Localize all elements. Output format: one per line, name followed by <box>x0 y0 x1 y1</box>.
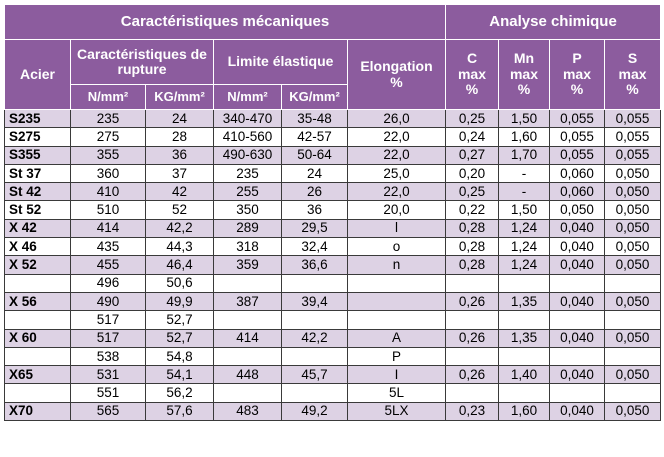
header-mn: Mn max % <box>499 40 550 110</box>
cell-s <box>605 384 661 402</box>
cell-mn: 1,60 <box>499 128 550 146</box>
cell-s: 0,050 <box>605 183 661 201</box>
cell-rupture-nmm2: 531 <box>71 366 146 384</box>
cell-steel: X 56 <box>5 292 71 310</box>
cell-elongation: A <box>348 329 446 347</box>
cell-c: 0,26 <box>446 329 499 347</box>
cell-steel <box>5 274 71 292</box>
cell-elastic-kgmm2: 24 <box>282 164 348 182</box>
cell-elastic-nmm2: 483 <box>214 402 282 420</box>
cell-elastic-kgmm2: 39,4 <box>282 292 348 310</box>
cell-rupture-kgmm2: 24 <box>146 110 214 128</box>
cell-steel: St 42 <box>5 183 71 201</box>
table-row <box>5 347 661 365</box>
cell-elongation: P <box>348 347 446 365</box>
cell-rupture-kgmm2: 50,6 <box>146 274 214 292</box>
cell-rupture-nmm2: 355 <box>71 146 146 164</box>
cell-elongation: l <box>348 219 446 237</box>
cell-elongation: I <box>348 366 446 384</box>
table-row <box>5 201 661 219</box>
cell-c: 0,27 <box>446 146 499 164</box>
cell-rupture-kgmm2: 49,9 <box>146 292 214 310</box>
cell-elastic-nmm2: 255 <box>214 183 282 201</box>
cell-steel: X 42 <box>5 219 71 237</box>
cell-c: 0,24 <box>446 128 499 146</box>
cell-elongation: 5L <box>348 384 446 402</box>
cell-steel: X 52 <box>5 256 71 274</box>
header-rupture-nmm2: N/mm² <box>71 85 146 110</box>
cell-s <box>605 274 661 292</box>
cell-mn <box>499 384 550 402</box>
cell-steel <box>5 347 71 365</box>
cell-elongation: 25,0 <box>348 164 446 182</box>
cell-p: 0,055 <box>550 128 605 146</box>
cell-mn <box>499 311 550 329</box>
cell-c: 0,28 <box>446 238 499 256</box>
cell-p: 0,055 <box>550 110 605 128</box>
cell-rupture-kgmm2: 37 <box>146 164 214 182</box>
cell-rupture-nmm2: 360 <box>71 164 146 182</box>
cell-c: 0,22 <box>446 201 499 219</box>
cell-p: 0,040 <box>550 238 605 256</box>
header-rupture: Caractéristiques de rupture <box>71 40 214 85</box>
cell-p: 0,040 <box>550 329 605 347</box>
cell-steel: X65 <box>5 366 71 384</box>
cell-c <box>446 311 499 329</box>
cell-s <box>605 347 661 365</box>
cell-s: 0,050 <box>605 402 661 420</box>
cell-c: 0,28 <box>446 256 499 274</box>
cell-p: 0,060 <box>550 164 605 182</box>
table-row <box>5 110 661 128</box>
cell-elongation: n <box>348 256 446 274</box>
cell-p: 0,040 <box>550 256 605 274</box>
cell-mn: 1,50 <box>499 201 550 219</box>
cell-elastic-nmm2: 350 <box>214 201 282 219</box>
cell-s <box>605 311 661 329</box>
cell-elastic-nmm2: 490-630 <box>214 146 282 164</box>
cell-mn: 1,24 <box>499 256 550 274</box>
cell-c: 0,23 <box>446 402 499 420</box>
cell-rupture-nmm2: 517 <box>71 329 146 347</box>
cell-p: 0,040 <box>550 219 605 237</box>
cell-c <box>446 347 499 365</box>
cell-c: 0,25 <box>446 183 499 201</box>
cell-c: 0,26 <box>446 366 499 384</box>
table-row <box>5 238 661 256</box>
cell-elongation: 5LX <box>348 402 446 420</box>
cell-elongation: o <box>348 238 446 256</box>
cell-rupture-nmm2: 551 <box>71 384 146 402</box>
cell-rupture-nmm2: 435 <box>71 238 146 256</box>
cell-steel: S355 <box>5 146 71 164</box>
cell-rupture-kgmm2: 52,7 <box>146 311 214 329</box>
cell-rupture-kgmm2: 46,4 <box>146 256 214 274</box>
cell-p: 0,050 <box>550 201 605 219</box>
cell-steel: X 60 <box>5 329 71 347</box>
cell-mn <box>499 347 550 365</box>
cell-steel: X70 <box>5 402 71 420</box>
cell-p: 0,040 <box>550 292 605 310</box>
table-row <box>5 128 661 146</box>
cell-rupture-nmm2: 410 <box>71 183 146 201</box>
cell-elastic-nmm2 <box>214 384 282 402</box>
cell-s: 0,055 <box>605 110 661 128</box>
cell-rupture-nmm2: 517 <box>71 311 146 329</box>
steel-properties-table-container <box>4 4 661 421</box>
cell-rupture-nmm2: 275 <box>71 128 146 146</box>
cell-rupture-nmm2: 496 <box>71 274 146 292</box>
cell-steel: St 52 <box>5 201 71 219</box>
cell-c: 0,25 <box>446 110 499 128</box>
cell-elastic-nmm2: 340-470 <box>214 110 282 128</box>
cell-p <box>550 384 605 402</box>
cell-s: 0,055 <box>605 128 661 146</box>
cell-rupture-nmm2: 538 <box>71 347 146 365</box>
cell-steel <box>5 384 71 402</box>
cell-mn: 1,35 <box>499 292 550 310</box>
cell-mn: 1,40 <box>499 366 550 384</box>
cell-elastic-kgmm2: 36,6 <box>282 256 348 274</box>
cell-s: 0,050 <box>605 238 661 256</box>
cell-elastic-kgmm2 <box>282 347 348 365</box>
cell-elastic-nmm2 <box>214 311 282 329</box>
table-row <box>5 256 661 274</box>
cell-rupture-nmm2: 414 <box>71 219 146 237</box>
cell-s: 0,050 <box>605 256 661 274</box>
cell-s: 0,055 <box>605 146 661 164</box>
cell-s: 0,050 <box>605 292 661 310</box>
cell-elongation <box>348 292 446 310</box>
cell-c: 0,28 <box>446 219 499 237</box>
cell-rupture-nmm2: 235 <box>71 110 146 128</box>
cell-rupture-kgmm2: 54,1 <box>146 366 214 384</box>
cell-steel: S275 <box>5 128 71 146</box>
cell-s: 0,050 <box>605 329 661 347</box>
cell-p: 0,040 <box>550 366 605 384</box>
cell-elastic-nmm2: 414 <box>214 329 282 347</box>
header-elastic-kgmm2: KG/mm² <box>282 85 348 110</box>
table-row <box>5 164 661 182</box>
table-row <box>5 402 661 420</box>
header-elastic-nmm2: N/mm² <box>214 85 282 110</box>
cell-elastic-kgmm2: 45,7 <box>282 366 348 384</box>
cell-elongation: 22,0 <box>348 146 446 164</box>
header-p: P max % <box>550 40 605 110</box>
cell-s: 0,050 <box>605 201 661 219</box>
cell-rupture-kgmm2: 44,3 <box>146 238 214 256</box>
table-row <box>5 183 661 201</box>
table-row <box>5 219 661 237</box>
header-c: C max % <box>446 40 499 110</box>
cell-mn: 1,35 <box>499 329 550 347</box>
cell-s: 0,050 <box>605 219 661 237</box>
cell-elastic-kgmm2: 26 <box>282 183 348 201</box>
cell-mn: - <box>499 183 550 201</box>
cell-elastic-kgmm2 <box>282 311 348 329</box>
cell-mn: 1,24 <box>499 238 550 256</box>
cell-rupture-kgmm2: 42 <box>146 183 214 201</box>
table-row <box>5 311 661 329</box>
cell-mn: 1,50 <box>499 110 550 128</box>
cell-steel: St 37 <box>5 164 71 182</box>
cell-p: 0,060 <box>550 183 605 201</box>
header-elongation: Elongation % <box>348 40 446 110</box>
cell-elastic-kgmm2: 49,2 <box>282 402 348 420</box>
cell-elongation: 20,0 <box>348 201 446 219</box>
table-row <box>5 146 661 164</box>
cell-elastic-kgmm2: 36 <box>282 201 348 219</box>
cell-elastic-nmm2 <box>214 347 282 365</box>
cell-mn: - <box>499 164 550 182</box>
cell-elongation <box>348 274 446 292</box>
table-row <box>5 329 661 347</box>
cell-mn: 1,70 <box>499 146 550 164</box>
cell-elastic-kgmm2: 32,4 <box>282 238 348 256</box>
cell-s: 0,050 <box>605 164 661 182</box>
cell-elastic-kgmm2: 35-48 <box>282 110 348 128</box>
cell-rupture-kgmm2: 42,2 <box>146 219 214 237</box>
cell-rupture-nmm2: 455 <box>71 256 146 274</box>
cell-c <box>446 384 499 402</box>
cell-mn <box>499 274 550 292</box>
cell-elastic-kgmm2: 50-64 <box>282 146 348 164</box>
cell-steel <box>5 311 71 329</box>
table-row <box>5 292 661 310</box>
cell-elastic-nmm2: 235 <box>214 164 282 182</box>
cell-rupture-nmm2: 510 <box>71 201 146 219</box>
cell-elastic-kgmm2: 42,2 <box>282 329 348 347</box>
cell-elongation <box>348 311 446 329</box>
header-steel: Acier <box>5 40 71 110</box>
cell-c: 0,26 <box>446 292 499 310</box>
cell-mn: 1,24 <box>499 219 550 237</box>
cell-elastic-nmm2: 359 <box>214 256 282 274</box>
cell-elastic-kgmm2: 42-57 <box>282 128 348 146</box>
table-row <box>5 384 661 402</box>
cell-steel: X 46 <box>5 238 71 256</box>
cell-c: 0,20 <box>446 164 499 182</box>
cell-rupture-kgmm2: 52,7 <box>146 329 214 347</box>
cell-elastic-nmm2: 318 <box>214 238 282 256</box>
cell-rupture-kgmm2: 36 <box>146 146 214 164</box>
header-s: S max % <box>605 40 661 110</box>
cell-p: 0,055 <box>550 146 605 164</box>
cell-mn: 1,60 <box>499 402 550 420</box>
cell-rupture-kgmm2: 56,2 <box>146 384 214 402</box>
cell-elastic-nmm2: 410-560 <box>214 128 282 146</box>
cell-elastic-kgmm2 <box>282 274 348 292</box>
cell-elongation: 22,0 <box>348 183 446 201</box>
cell-elongation: 22,0 <box>348 128 446 146</box>
cell-p <box>550 347 605 365</box>
cell-elastic-nmm2: 448 <box>214 366 282 384</box>
cell-elastic-kgmm2: 29,5 <box>282 219 348 237</box>
cell-c <box>446 274 499 292</box>
cell-steel: S235 <box>5 110 71 128</box>
cell-rupture-nmm2: 565 <box>71 402 146 420</box>
steel-properties-table <box>4 4 661 421</box>
cell-elastic-nmm2: 289 <box>214 219 282 237</box>
cell-elastic-nmm2: 387 <box>214 292 282 310</box>
table-body <box>5 110 661 421</box>
header-rupture-kgmm2: KG/mm² <box>146 85 214 110</box>
header-chemical: Analyse chimique <box>446 5 661 40</box>
cell-rupture-kgmm2: 54,8 <box>146 347 214 365</box>
cell-p <box>550 311 605 329</box>
header-elastic: Limite élastique <box>214 40 348 85</box>
table-row <box>5 366 661 384</box>
header-mechanical: Caractéristiques mécaniques <box>5 5 446 40</box>
cell-elongation: 26,0 <box>348 110 446 128</box>
cell-rupture-kgmm2: 57,6 <box>146 402 214 420</box>
cell-rupture-nmm2: 490 <box>71 292 146 310</box>
cell-rupture-kgmm2: 52 <box>146 201 214 219</box>
table-row <box>5 274 661 292</box>
cell-rupture-kgmm2: 28 <box>146 128 214 146</box>
cell-p <box>550 274 605 292</box>
cell-elastic-nmm2 <box>214 274 282 292</box>
cell-s: 0,050 <box>605 366 661 384</box>
cell-elastic-kgmm2 <box>282 384 348 402</box>
cell-p: 0,040 <box>550 402 605 420</box>
